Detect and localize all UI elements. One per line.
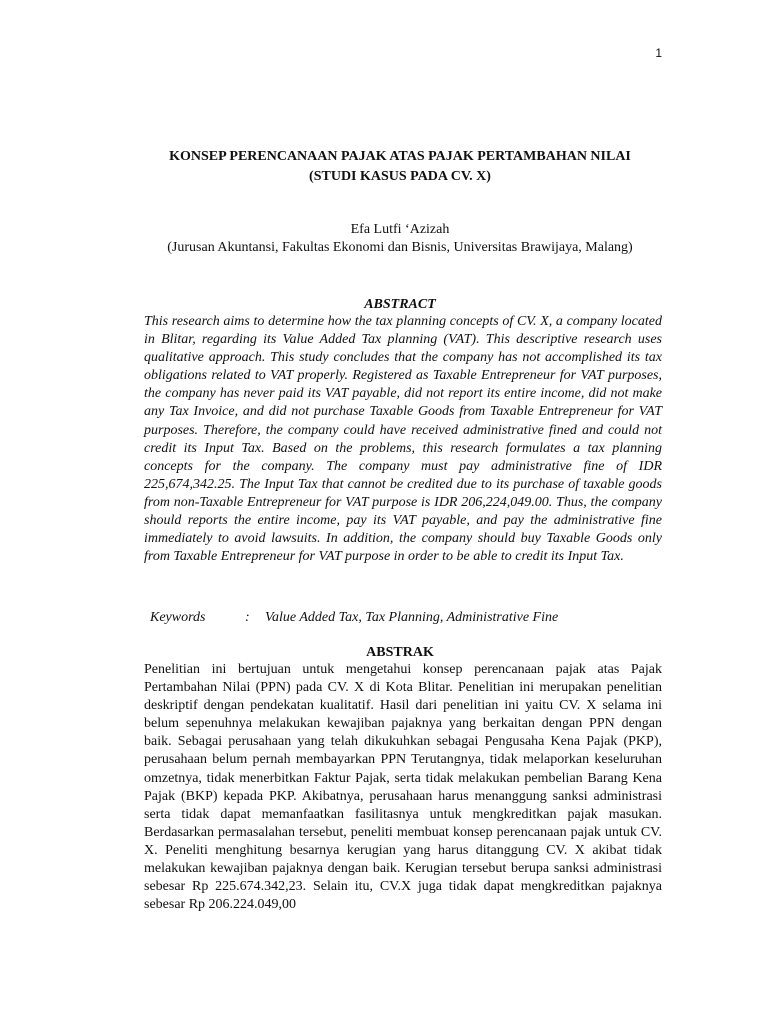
keywords-line xyxy=(150,609,670,627)
abstract-heading: ABSTRACT xyxy=(364,297,436,312)
keywords-value: Value Added Tax, Tax Planning, Administrative Fine xyxy=(265,610,559,625)
author-name: Efa Lutfi ‘Azizah xyxy=(350,222,450,237)
abstract-body: This research aims to determine how the tax planning concepts of CV. X, a company located in Blitar, regarding its Value Added Tax planning (VAT). This descriptive research uses qualitative approach. This study concludes that the company has not accomplished its tax obligations related to VAT properly. Registered as Taxable Entrepreneur for VAT purposes, the company has never paid its VAT payable, did not report its entire income, did not make any Tax Invoice, and did not purchase Taxable Goods from Taxable Entrepreneur for VAT purposes. Therefore, the company could have received administrative fined and could not credit its Input Tax. Based on the problems, this research formulates a tax planning concepts for the company. The company must pay administrative fine of IDR 225,674,342.25. The Input Tax that cannot be credited due to its purchase of taxable goods from non-Taxable Entrepreneur for VAT purpose is IDR 206,224,049.00. Thus, the company should reports the entire income, pay its VAT payable, and pay the administrative fine immediately to avoid lawsuits. In addition, the company should buy Taxable Goods only from Taxable Entrepreneur for VAT purpose in order to be able to credit its Input Tax. xyxy=(144,314,662,565)
page-number: 1 xyxy=(655,46,662,60)
abstrak-heading: ABSTRAK xyxy=(366,645,434,660)
paper-title-line-1: KONSEP PERENCANAAN PAJAK ATAS PAJAK PERTAMBAHAN NILAI xyxy=(169,149,631,164)
keywords-separator: : xyxy=(245,610,250,625)
paper-title-line-2: (STUDI KASUS PADA CV. X) xyxy=(309,169,491,184)
abstrak-body: Penelitian ini bertujuan untuk mengetahui konsep perencanaan pajak atas Pajak Pertambahan Nilai (PPN) pada CV. X di Kota Blitar. Penelitian ini merupakan penelitian deskriptif dengan pendekatan kualitatif. Hasil dari penelitian ini yaitu CV. X selama ini belum sepenuhnya melakukan kewajiban pajaknya yang berkaitan dengan PPN dengan baik. Sebagai perusahaan yang telah dikukuhkan sebagai Pengusaha Kena Pajak (PKP), perusahaan belum pernah membayarkan PPN Terutangnya, tidak melaporkan keseluruhan omzetnya, tidak menerbitkan Faktur Pajak, serta tidak melakukan pembelian Barang Kena Pajak (BKP) kepada PKP. Akibatnya, perusahaan harus menanggung sanksi administrasi serta tidak dapat memanfaatkan fasilitasnya untuk mengkreditkan pajak masukan. Berdasarkan permasalahan tersebut, peneliti membuat konsep perencanaan pajak untuk CV. X. Peneliti menghitung besarnya kerugian yang harus ditanggung CV. X akibat tidak melakukan kewajiban pajaknya dengan baik. Kerugian tersebut berupa sanksi administrasi sebesar Rp 225.674.342,23. Selain itu, CV.X juga tidak dapat mengkreditkan pajaknya sebesar Rp 206.224.049,00 xyxy=(144,662,662,913)
paper-title xyxy=(100,147,700,187)
keywords-label: Keywords xyxy=(150,610,206,625)
author-affiliation: (Jurusan Akuntansi, Fakultas Ekonomi dan Bisnis, Universitas Brawijaya, Malang) xyxy=(167,240,633,255)
